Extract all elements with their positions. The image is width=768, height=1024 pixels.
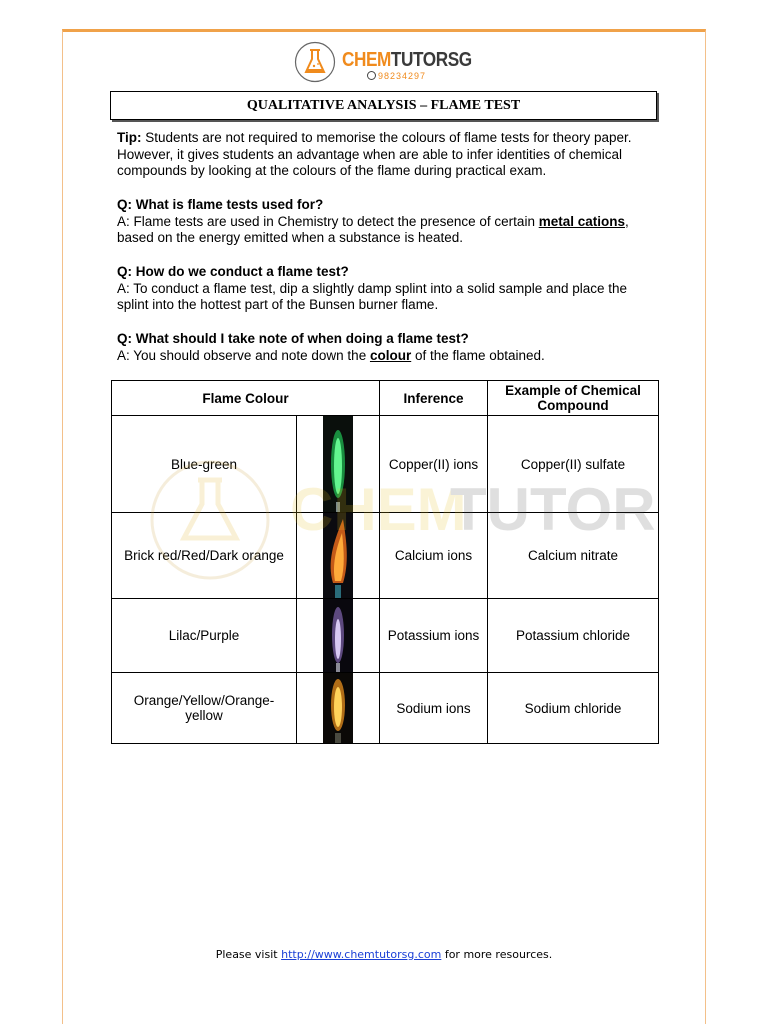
question-1: Q: What is flame tests used for? xyxy=(117,197,324,212)
answer-1-emphasis: metal cations xyxy=(538,213,625,229)
flame-image-cell xyxy=(297,416,380,513)
answer-2: A: To conduct a flame test, dip a slightly damp splint into a solid sample and place the splint into the hottest part of the Bunsen burner flame. xyxy=(117,280,628,312)
cell-inference: Copper(II) ions xyxy=(380,416,488,513)
header-inference: Inference xyxy=(380,381,488,416)
qa-block-3 xyxy=(117,331,657,364)
flame-image-cell xyxy=(297,599,380,673)
header-flame-colour: Flame Colour xyxy=(112,381,380,416)
svg-text:TUTOR: TUTOR xyxy=(450,476,656,543)
cell-colour: Brick red/Red/Dark orange xyxy=(112,513,297,599)
answer-1-pre: A: Flame tests are used in Chemistry to detect the presence of certain xyxy=(117,213,539,229)
flame-image-cell xyxy=(297,673,380,744)
flame-orange-image xyxy=(323,513,353,598)
qa-block-2 xyxy=(117,264,657,314)
brand-phone: 98234297 xyxy=(367,71,426,81)
flame-lilac-image xyxy=(323,599,353,672)
cell-colour: Orange/Yellow/Orange-yellow xyxy=(112,673,297,744)
cell-inference: Sodium ions xyxy=(380,673,488,744)
header-example: Example of Chemical Compound xyxy=(488,381,659,416)
cell-example: Potassium chloride xyxy=(488,599,659,673)
footer-link[interactable]: http://www.chemtutorsg.com xyxy=(281,948,442,961)
table-row xyxy=(112,673,659,744)
answer-3-emphasis: colour xyxy=(369,347,412,363)
tip-label: Tip: xyxy=(117,130,142,145)
answer-3-pre: A: You should observe and note down the xyxy=(117,347,370,363)
flame-test-table xyxy=(111,380,659,744)
tip-text: Students are not required to memorise the colours of flame tests for theory paper. However, it gives students an advantage when are able to infer identities of chemical compounds by looking at the colours of the flame during practical exam. xyxy=(117,130,632,178)
table-row xyxy=(112,599,659,673)
cell-inference: Potassium ions xyxy=(380,599,488,673)
cell-example: Copper(II) sulfate xyxy=(488,416,659,513)
cell-colour: Blue-green xyxy=(112,416,297,513)
cell-inference: Calcium ions xyxy=(380,513,488,599)
qa-block-1 xyxy=(117,197,657,247)
cell-example: Sodium chloride xyxy=(488,673,659,744)
flame-yellow-image xyxy=(323,673,353,743)
footer-post: for more resources. xyxy=(441,948,553,961)
cell-example: Calcium nitrate xyxy=(488,513,659,599)
flame-green-image xyxy=(323,416,353,512)
answer-1-post: , based on the energy emitted when a substance is heated. xyxy=(117,213,629,245)
tip-paragraph xyxy=(117,130,657,180)
answer-3-post: of the flame obtained. xyxy=(411,347,545,363)
table-header-row xyxy=(112,381,659,416)
footer xyxy=(0,948,768,961)
table-row xyxy=(112,416,659,513)
question-2: Q: How do we conduct a flame test? xyxy=(117,264,349,279)
question-3: Q: What should I take note of when doing a flame test? xyxy=(117,331,469,346)
page-title: QUALITATIVE ANALYSIS – FLAME TEST xyxy=(110,91,657,120)
footer-pre: Please visit xyxy=(215,948,282,961)
table-row xyxy=(112,513,659,599)
brand-name: CHEMTUTORSG xyxy=(342,49,472,71)
cell-colour: Lilac/Purple xyxy=(112,599,297,673)
flask-icon xyxy=(294,40,336,84)
whatsapp-icon xyxy=(367,71,376,80)
flame-image-cell xyxy=(297,513,380,599)
